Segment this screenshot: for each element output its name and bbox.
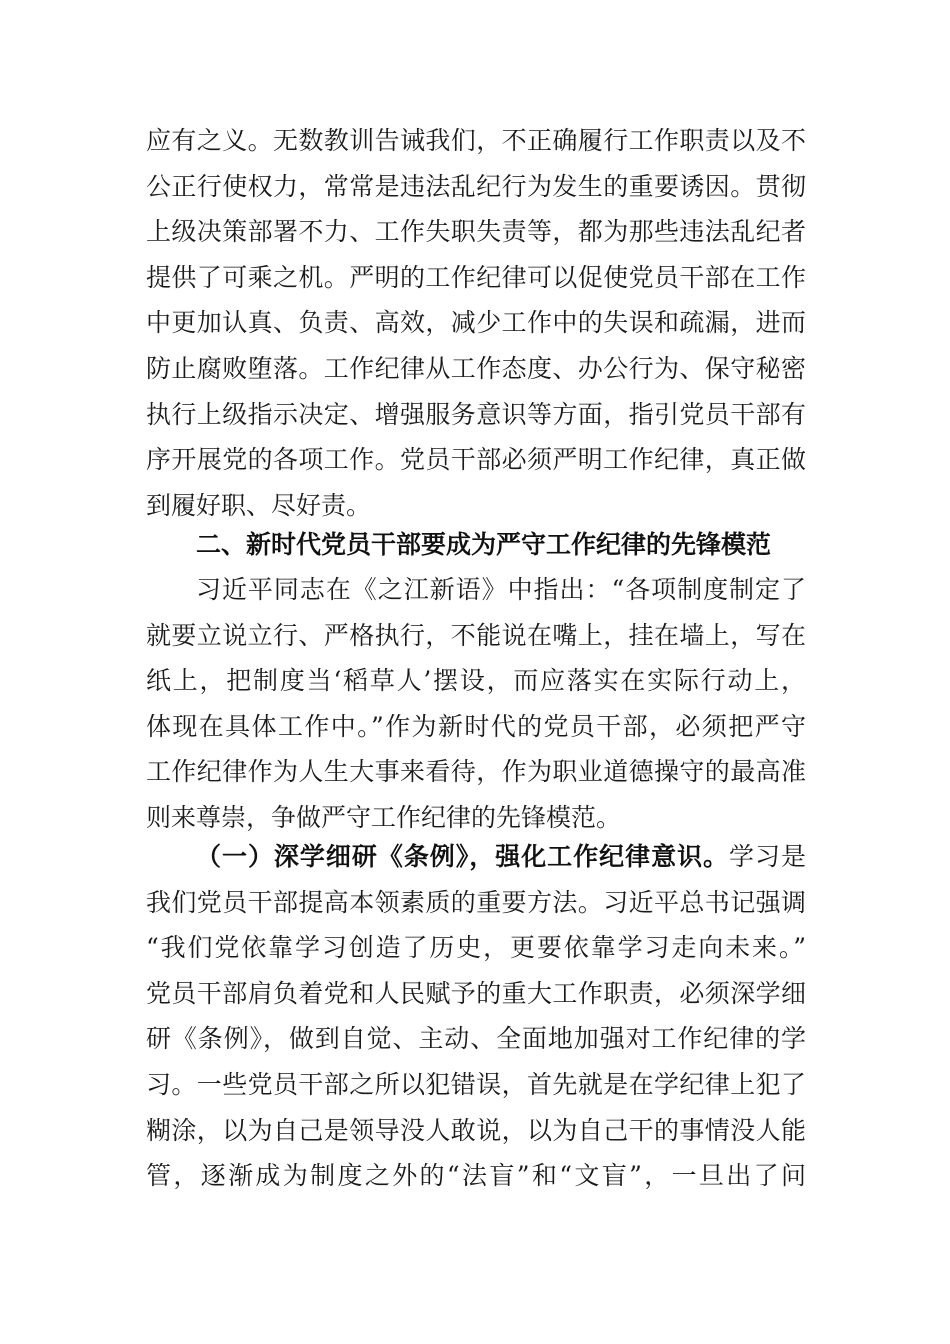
text-line: 上级决策部署不力、工作失职失责等，都为那些违法乱纪者	[146, 217, 806, 247]
paragraph-1	[146, 118, 806, 528]
paragraph-2	[146, 567, 806, 841]
text-line: “我们党依靠学习创造了历史，更要依靠学习走向未来。”	[146, 933, 806, 963]
text-line: 习近平同志在《之江新语》中指出：“各项制度制定了	[196, 575, 806, 604]
text-line: 我们党员干部提高本领素质的重要方法。习近平总书记强调	[146, 887, 806, 917]
text-line: 工作纪律作为人生大事来看待，作为职业道德操守的最高准	[146, 757, 806, 787]
text-line: 研《条例》，做到自觉、主动、全面地加强对工作纪律的学	[146, 1024, 806, 1054]
text-line: 糊涂，以为自己是领导没人敢说，以为自己干的事情没人能	[146, 1115, 806, 1145]
text-line-lead	[146, 834, 806, 880]
text-line: 执行上级指示决定、增强服务意识等方面，指引党员干部有	[146, 399, 806, 429]
text-line: 防止腐败堕落。工作纪律从工作态度、办公行为、保守秘密	[146, 353, 806, 383]
text-line: 则来尊崇，争做严守工作纪律的先锋模范。	[146, 802, 622, 832]
text-line: 习。一些党员干部之所以犯错误，首先就是在学纪律上犯了	[146, 1069, 806, 1099]
text-line: 序开展党的各项工作。党员干部必须严明工作纪律，真正做	[146, 445, 806, 475]
section-heading-text: 二、新时代党员干部要成为严守工作纪律的先锋模范	[196, 530, 772, 559]
text-line: 就要立说立行、严格执行，不能说在嘴上，挂在墙上，写在	[146, 620, 806, 650]
text-line: 提供了可乘之机。严明的工作纪律可以促使党员干部在工作	[146, 262, 806, 292]
subsection-lead: （一）深学细研《条例》，强化工作纪律意识。	[196, 842, 730, 871]
text-line: 体现在具体工作中。”作为新时代的党员干部，必须把严守	[146, 711, 806, 741]
text-line: 管，逐渐成为制度之外的“法盲”和“文盲”，一旦出了问	[146, 1161, 806, 1191]
text-line: 公正行使权力，常常是违法乱纪行为发生的重要诱因。贯彻	[146, 171, 806, 201]
text-line: 到履好职、尽好责。	[146, 490, 372, 520]
section-heading	[146, 522, 806, 568]
text-line: 纸上，把制度当‘稻草人’摆设，而应落实在实际行动上，	[146, 666, 806, 696]
lead-tail: 学习是	[729, 842, 806, 871]
text-line: 中更加认真、负责、高效，减少工作中的失误和疏漏，进而	[146, 308, 806, 338]
text-line: 党员干部肩负着党和人民赋予的重大工作职责，必须深学细	[146, 978, 806, 1008]
text-line: 应有之义。无数教训告诫我们，不正确履行工作职责以及不	[146, 126, 806, 155]
paragraph-3	[146, 834, 806, 1199]
